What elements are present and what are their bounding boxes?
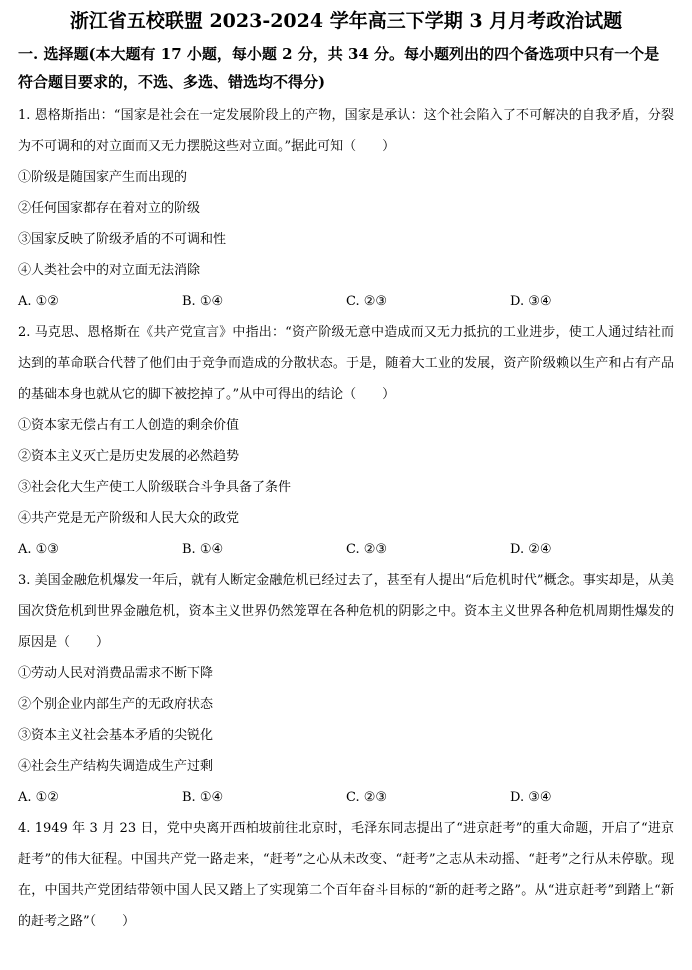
answer-options — [18, 286, 674, 317]
question-text: 2. 马克思、恩格斯在《共产党宣言》中指出：“资产阶级无意中造成而又无力抵抗的工业进步，使工人通过结社而达到的革命联合代替了他们由于竞争而造成的分散状态。于是，随着大工业的发展，资产阶级赖以生产和占有产品的基础本身也就从它的脚下被挖掉了。”从中可得出的结论（ ） — [18, 325, 674, 402]
option-c: C. ②③ — [346, 294, 388, 309]
statement: ①阶级是随国家产生而出现的 — [18, 170, 188, 185]
statement: ①资本家无偿占有工人创造的剩余价值 — [18, 418, 240, 433]
statement: ④社会生产结构失调造成生产过剩 — [18, 759, 214, 774]
statement: ③资本主义社会基本矛盾的尖锐化 — [18, 728, 214, 743]
option-d: D. ②④ — [510, 542, 552, 557]
option-b: B. ①④ — [182, 790, 224, 805]
statement: ④人类社会中的对立面无法消除 — [18, 263, 201, 278]
option-d: D. ③④ — [510, 294, 552, 309]
statement: ②资本主义灭亡是历史发展的必然趋势 — [18, 449, 240, 464]
answer-options — [18, 534, 674, 565]
statement: ③国家反映了阶级矛盾的不可调和性 — [18, 232, 227, 247]
statement: ④共产党是无产阶级和人民大众的政党 — [18, 511, 240, 526]
option-b: B. ①④ — [182, 542, 224, 557]
option-c: C. ②③ — [346, 542, 388, 557]
question-4 — [18, 813, 674, 937]
page-title: 浙江省五校联盟 2023-2024 学年高三下学期 3 月月考政治试题 — [69, 10, 623, 32]
option-c: C. ②③ — [346, 790, 388, 805]
statement: ③社会化大生产使工人阶级联合斗争具备了条件 — [18, 480, 292, 495]
option-d: D. ③④ — [510, 790, 552, 805]
option-a: A. ①③ — [18, 542, 59, 557]
statement: ①劳动人民对消费品需求不断下降 — [18, 666, 214, 681]
answer-options — [18, 782, 674, 813]
question-text: 4. 1949 年 3 月 23 日，党中央离开西柏坡前往北京时，毛泽东同志提出了“进京赶考”的重大命题，开启了“进京赶考”的伟大征程。中国共产党一路走来，“赶考”之心从未改变、“赶考”之志从未动摇、“赶考”之行从未停歇。现在，中国共产党团结带领中国人民又踏上了实现第二个百年奋斗目标的“新的赶考之路”。从“进京赶考”到踏上“新的赶考之路”（ ） — [18, 821, 674, 929]
question-text: 3. 美国金融危机爆发一年后，就有人断定金融危机已经过去了，甚至有人提出“后危机时代”概念。事实却是，从美国次贷危机到世界金融危机，资本主义世界仍然笼罩在各种危机的阴影之中。资本主义世界各种危机周期性爆发的原因是（ ） — [18, 573, 674, 650]
question-1 — [18, 100, 674, 317]
question-3 — [18, 565, 674, 813]
section-heading: 一. 选择题(本大题有 17 小题，每小题 2 分，共 34 分。每小题列出的四个备选项中只有一个是符合题目要求的，不选、多选、错选均不得分) — [18, 45, 660, 91]
question-2 — [18, 317, 674, 565]
option-a: A. ①② — [18, 790, 59, 805]
question-text: 1. 恩格斯指出：“国家是社会在一定发展阶段上的产物，国家是承认：这个社会陷入了不可解决的自我矛盾，分裂为不可调和的对立面而又无力摆脱这些对立面。”据此可知（ ） — [18, 108, 674, 154]
statement: ②任何国家都存在着对立的阶级 — [18, 201, 201, 216]
option-a: A. ①② — [18, 294, 59, 309]
statement: ②个别企业内部生产的无政府状态 — [18, 697, 214, 712]
option-b: B. ①④ — [182, 294, 224, 309]
